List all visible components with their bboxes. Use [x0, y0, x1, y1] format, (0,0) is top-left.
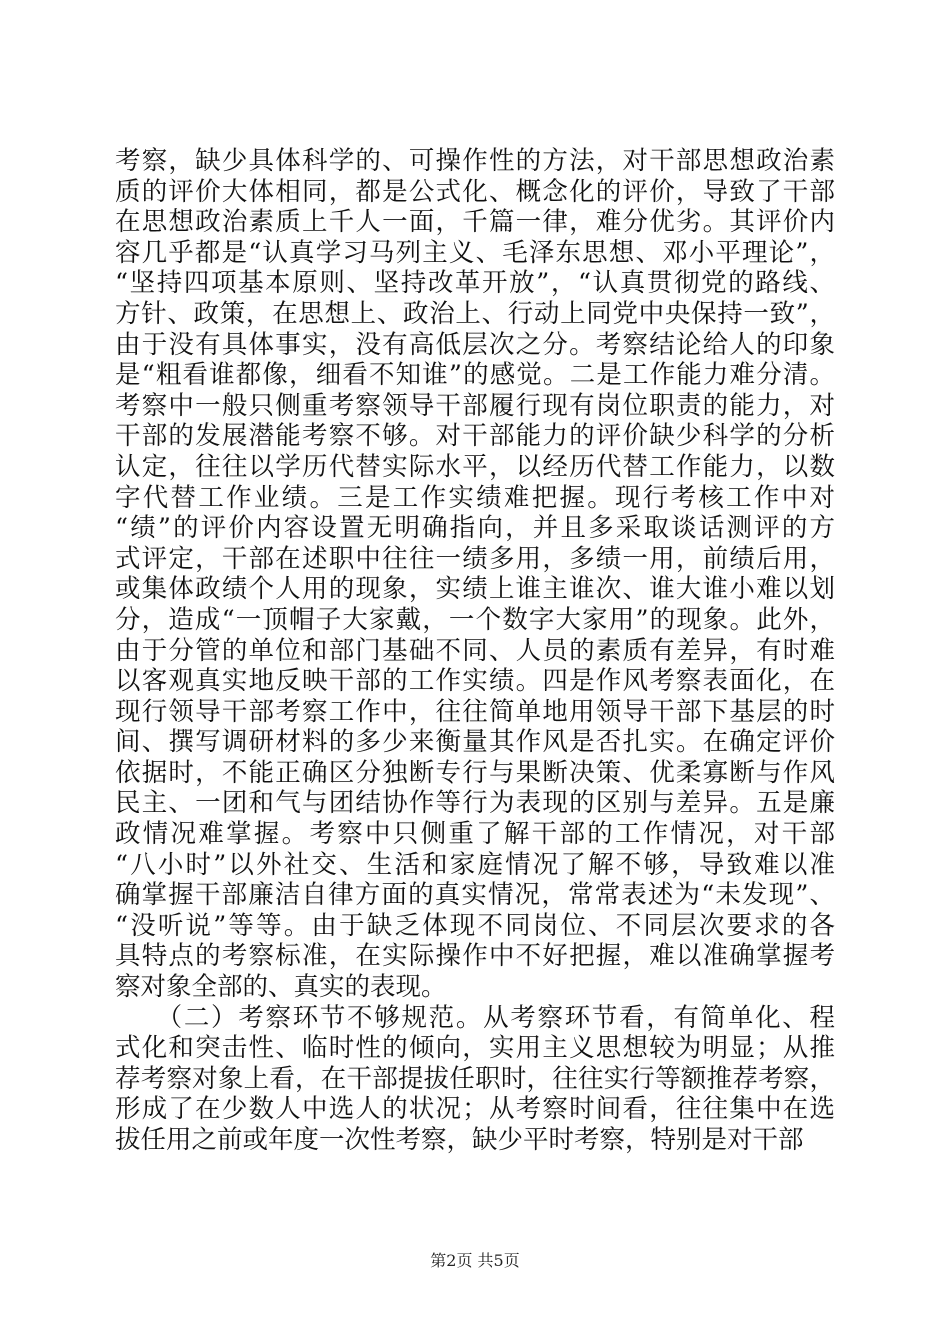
text-line: 由于没有具体事实，没有高低层次之分。考察结论给人的印象: [115, 329, 835, 360]
text-line: 容几乎都是“认真学习马列主义、毛泽东思想、邓小平理论”，: [115, 237, 835, 268]
text-line: “坚持四项基本原则、坚持改革开放”，“认真贯彻党的路线、: [115, 268, 835, 299]
text-line: 具特点的考察标准，在实际操作中不好把握，难以准确掌握考: [115, 941, 835, 972]
text-line: 干部的发展潜能考察不够。对干部能力的评价缺少科学的分析: [115, 421, 835, 452]
text-line: 或集体政绩个人用的现象，实绩上谁主谁次、谁大谁小难以划: [115, 574, 835, 605]
text-line: 现行领导干部考察工作中，往往简单地用领导干部下基层的时: [115, 696, 835, 727]
text-line: （二）考察环节不够规范。从考察环节看，有简单化、程: [115, 1002, 835, 1033]
text-line: 依据时，不能正确区分独断专行与果断决策、优柔寡断与作风: [115, 757, 835, 788]
text-line: 政情况难掌握。考察中只侧重了解干部的工作情况，对干部: [115, 819, 835, 850]
text-line: 是“粗看谁都像，细看不知谁”的感觉。二是工作能力难分清。: [115, 360, 835, 391]
text-line: “没听说”等等。由于缺乏体现不同岗位、不同层次要求的各: [115, 910, 835, 941]
text-line: 由于分管的单位和部门基础不同、人员的素质有差异，有时难: [115, 635, 835, 666]
text-line: “八小时”以外社交、生活和家庭情况了解不够，导致难以准: [115, 849, 835, 880]
text-line: 拔任用之前或年度一次性考察，缺少平时考察，特别是对干部: [115, 1125, 804, 1155]
text-line: 式化和突击性、临时性的倾向，实用主义思想较为明显；从推: [115, 1033, 835, 1064]
page-footer: 第2页 共5页: [430, 1251, 520, 1270]
text-line: 在思想政治素质上千人一面，千篇一律，难分优劣。其评价内: [115, 207, 835, 238]
text-line: 荐考察对象上看，在干部提拔任职时，往往实行等额推荐考察，: [115, 1063, 835, 1094]
text-line: 以客观真实地反映干部的工作实绩。四是作风考察表面化，在: [115, 666, 835, 697]
text-line: 考察，缺少具体科学的、可操作性的方法，对干部思想政治素: [115, 146, 835, 176]
body-text: [115, 146, 835, 1156]
text-line: 间、撰写调研材料的多少来衡量其作风是否扎实。在确定评价: [115, 727, 835, 758]
text-line: 考察中一般只侧重考察领导干部履行现有岗位职责的能力，对: [115, 390, 835, 421]
text-line: 式评定，干部在述职中往往一绩多用，多绩一用，前绩后用，: [115, 543, 835, 574]
text-line: 认定，往往以学历代替实际水平，以经历代替工作能力，以数: [115, 451, 835, 482]
text-line: 民主、一团和气与团结协作等行为表现的区别与差异。五是廉: [115, 788, 835, 819]
text-line: 方针、政策，在思想上、政治上、行动上同党中央保持一致”，: [115, 298, 835, 329]
text-line: 字代替工作业绩。三是工作实绩难把握。现行考核工作中对: [115, 482, 835, 513]
text-line: “绩”的评价内容设置无明确指向，并且多采取谈话测评的方: [115, 513, 835, 544]
text-line: 察对象全部的、真实的表现。: [115, 972, 447, 1003]
text-line: 分，造成“一顶帽子大家戴，一个数字大家用”的现象。此外，: [115, 604, 835, 635]
text-line: 质的评价大体相同，都是公式化、概念化的评价，导致了干部: [115, 176, 835, 207]
text-line: 确掌握干部廉洁自律方面的真实情况，常常表述为“未发现”、: [115, 880, 835, 911]
text-line: 形成了在少数人中选人的状况；从考察时间看，往往集中在选: [115, 1094, 835, 1125]
